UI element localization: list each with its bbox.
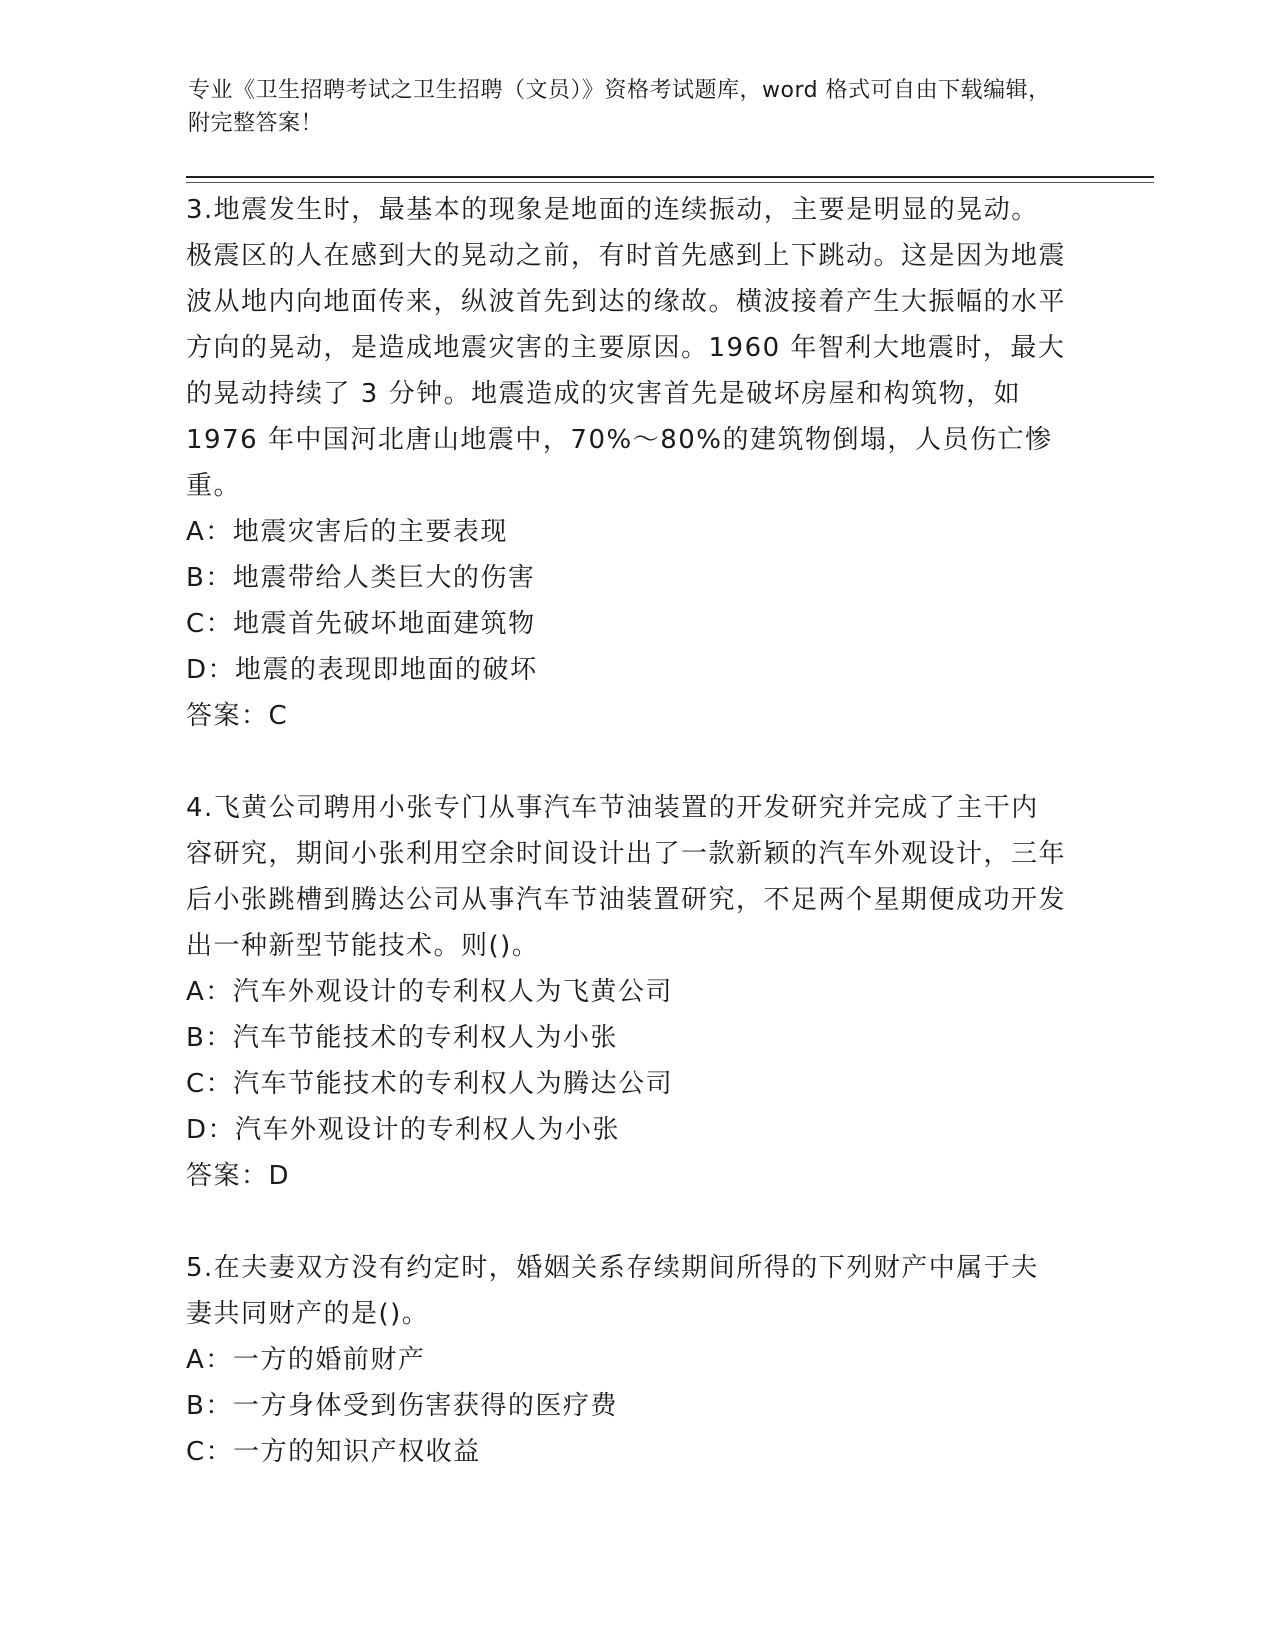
header-divider-thick bbox=[186, 176, 1154, 178]
answer-line bbox=[186, 1153, 1066, 1199]
option-text: 汽车节能技术的专利权人为小张 bbox=[232, 1023, 618, 1053]
answer-value: D bbox=[268, 1161, 291, 1191]
question-5 bbox=[186, 1245, 1066, 1475]
option-d bbox=[186, 1107, 1066, 1153]
option-b bbox=[186, 555, 1066, 601]
option-a bbox=[186, 1337, 1066, 1383]
option-key: B ： bbox=[186, 1391, 233, 1421]
option-key: B ： bbox=[186, 563, 233, 593]
question-3 bbox=[186, 187, 1066, 739]
option-key: A ： bbox=[186, 517, 233, 547]
option-key: C ： bbox=[186, 609, 233, 639]
option-text: 汽车外观设计的专利权人为飞黄公司 bbox=[232, 977, 673, 1007]
option-key: B ： bbox=[186, 1023, 233, 1053]
option-text: 汽车节能技术的专利权人为腾达公司 bbox=[233, 1069, 674, 1099]
option-text: 地震灾害后的主要表现 bbox=[232, 517, 508, 547]
option-text: 汽车外观设计的专利权人为小张 bbox=[235, 1115, 621, 1145]
option-b bbox=[186, 1383, 1066, 1429]
document-header: 专业《卫生招聘考试之卫生招聘（文员）》资格考试题库，word 格式可自由下载编辑，附完整答案！ bbox=[188, 78, 1051, 136]
answer-value: C bbox=[268, 701, 289, 731]
answer-line bbox=[186, 693, 1066, 739]
option-text: 一方的知识产权收益 bbox=[233, 1437, 481, 1467]
option-key: A ： bbox=[186, 1345, 233, 1375]
option-key: A ： bbox=[186, 977, 233, 1007]
option-text: 地震首先破坏地面建筑物 bbox=[233, 609, 536, 639]
option-key: C ： bbox=[186, 1069, 233, 1099]
option-c bbox=[186, 601, 1066, 647]
option-text: 地震的表现即地面的破坏 bbox=[235, 655, 538, 685]
option-text: 一方身体受到伤害获得的医疗费 bbox=[232, 1391, 618, 1421]
option-key: D ： bbox=[186, 655, 235, 685]
option-key: C ： bbox=[186, 1437, 233, 1467]
option-key: D ： bbox=[186, 1115, 235, 1145]
question-stem: 3.地震发生时，最基本的现象是地面的连续振动，主要是明显的晃动。极震区的人在感到大的晃动之前，有时首先感到上下跳动。这是因为地震波从地内向地面传来，纵波首先到达的缘故。横波接着产生大振幅的水平方向的晃动，是造成地震灾害的主要原因。1960 年智利大地震时，最大的晃动持续了 3 分钟。地震造成的灾害首先是破坏房屋和构筑物，如 1976 年中国河北唐山地震中，70%～80%的建筑物倒塌，人员伤亡惨重。 bbox=[186, 195, 1067, 501]
option-c bbox=[186, 1061, 1066, 1107]
option-c bbox=[186, 1429, 1066, 1475]
question-stem: 5.在夫妻双方没有约定时，婚姻关系存续期间所得的下列财产中属于夫妻共同财产的是()。 bbox=[186, 1253, 1039, 1329]
option-b bbox=[186, 1015, 1066, 1061]
option-a bbox=[186, 509, 1066, 555]
header-divider-thin bbox=[186, 182, 1154, 183]
question-4 bbox=[186, 785, 1066, 1199]
option-text: 一方的婚前财产 bbox=[232, 1345, 426, 1375]
question-stem: 4.飞黄公司聘用小张专门从事汽车节油装置的开发研究并完成了主干内容研究，期间小张利用空余时间设计出了一款新颖的汽车外观设计，三年后小张跳槽到腾达公司从事汽车节油装置研究，不足两个星期便成功开发出一种新型节能技术。则()。 bbox=[186, 793, 1067, 961]
question-list bbox=[186, 187, 1066, 1475]
option-d bbox=[186, 647, 1066, 693]
option-text: 地震带给人类巨大的伤害 bbox=[232, 563, 536, 593]
answer-label: 答案 ： bbox=[186, 1161, 269, 1191]
answer-label: 答案 ： bbox=[186, 701, 269, 731]
option-a bbox=[186, 969, 1066, 1015]
